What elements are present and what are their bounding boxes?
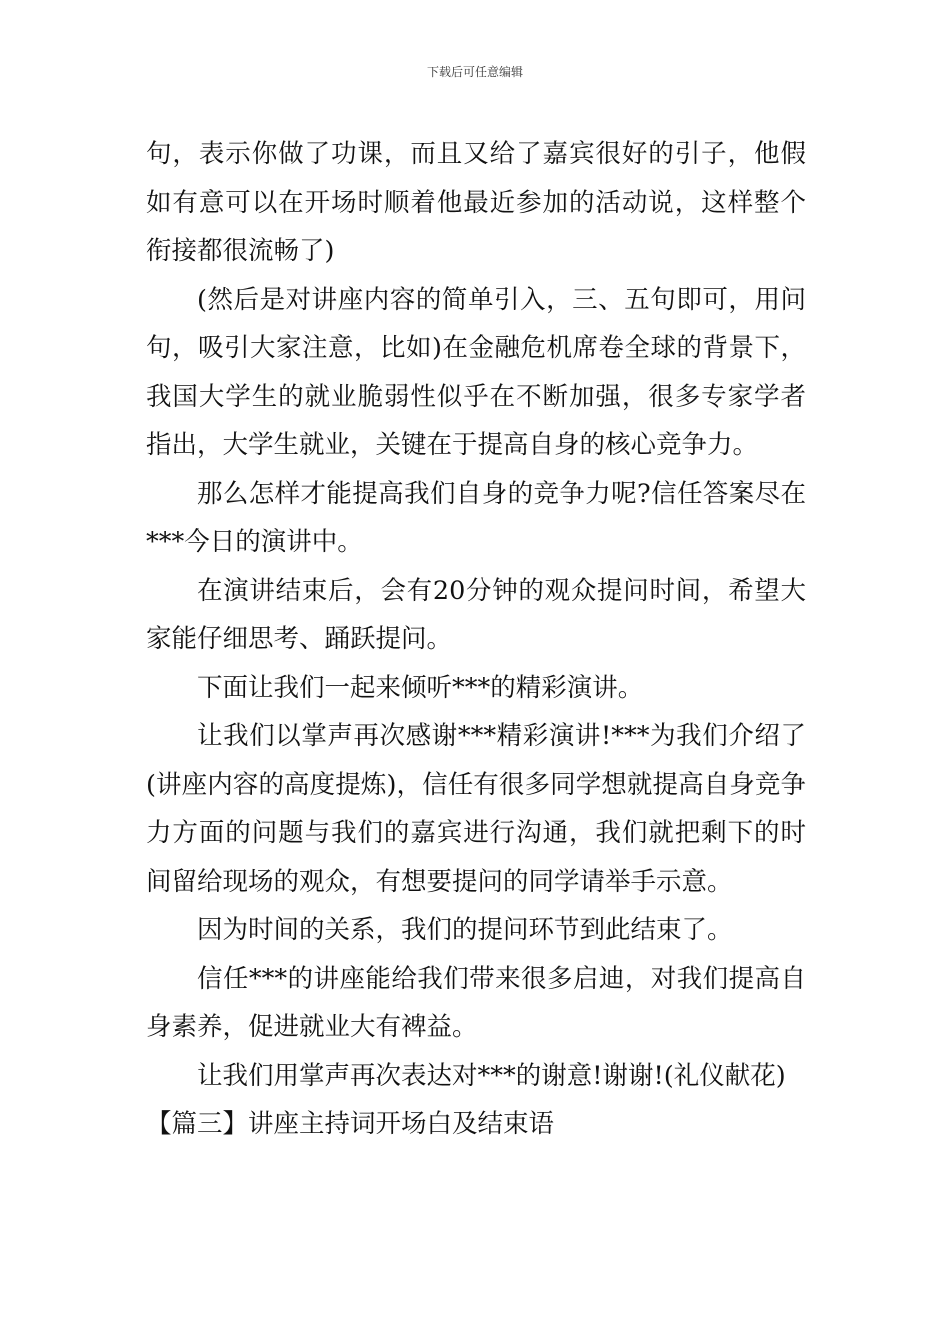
paragraph-2: (然后是对讲座内容的简单引入，三、五句即可，用问句，吸引大家注意，比如)在金融危机席卷全球的背景下，我国大学生的就业脆弱性似乎在不断加强，很多专家学者指出，大学生就业，关键在于提高自身的核心竞争力。: [146, 284, 806, 460]
paragraph-7: 因为时间的关系，我们的提问环节到此结束了。: [197, 915, 733, 945]
paragraph-4: 在演讲结束后，会有20分钟的观众提问时间，希望大家能仔细思考、踊跃提问。: [146, 575, 806, 654]
paragraph-8: 信任***的讲座能给我们带来很多启迪，对我们提高自身素养，促进就业大有裨益。: [146, 963, 806, 1042]
document-body: [146, 130, 806, 1149]
section-heading: 【篇三】讲座主持词开场白及结束语: [146, 1109, 555, 1139]
paragraph-9: 让我们用掌声再次表达对***的谢意!谢谢!(礼仪献花): [197, 1060, 786, 1091]
paragraph-6: 让我们以掌声再次感谢***精彩演讲!***为我们介绍了(讲座内容的高度提炼)，信任有很多同学想就提高自身竞争力方面的问题与我们的嘉宾进行沟通，我们就把剩下的时间留给现场的观众，有想要提问的同学请举手示意。: [146, 721, 806, 897]
paragraph-1: 句，表示你做了功课，而且又给了嘉宾很好的引子，他假如有意可以在开场时顺着他最近参加的活动说，这样整个衔接都很流畅了): [146, 139, 806, 266]
paragraph-3: 那么怎样才能提高我们自身的竞争力呢?信任答案尽在***今日的演讲中。: [146, 478, 806, 557]
paragraph-5: 下面让我们一起来倾听***的精彩演讲。: [197, 672, 644, 703]
page-header: 下载后可任意编辑: [426, 65, 523, 79]
